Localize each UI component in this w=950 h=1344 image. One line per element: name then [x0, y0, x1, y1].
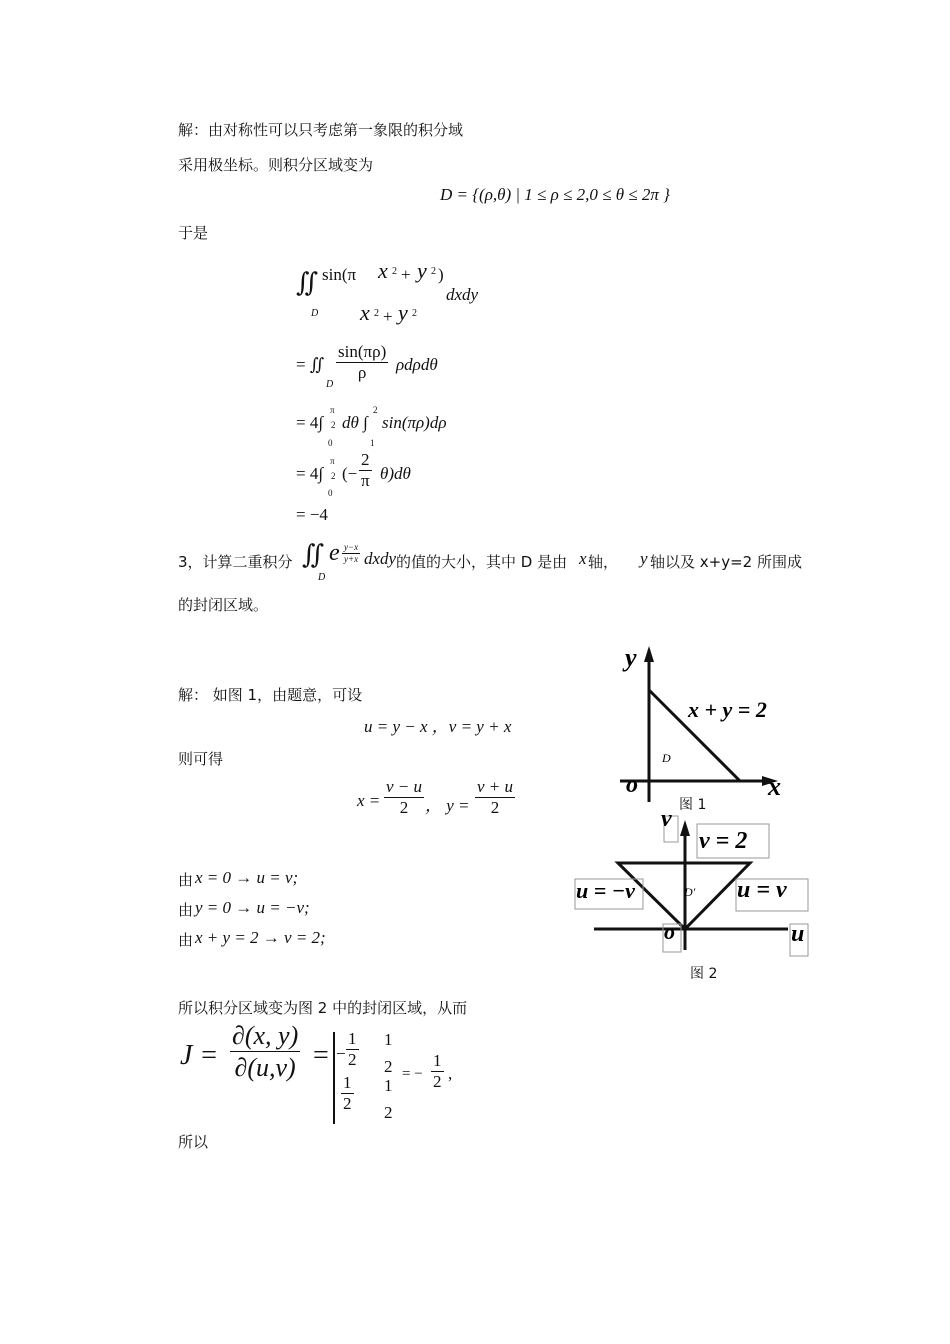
m11-denominator: 2 [348, 1049, 357, 1069]
map2-prefix: 由 [178, 901, 194, 919]
step1-fraction [336, 343, 388, 383]
solution-intro-line: 解：由对称性可以只考虑第一象限的积分域 [178, 121, 464, 139]
y-numerator: v + u [477, 777, 514, 796]
figure1-origin-label: o [626, 772, 638, 798]
denominator-y-exponent: 2 [412, 308, 417, 319]
solution3-transform-line: 所以积分区域变为图 2 中的封闭区域，从而 [178, 999, 468, 1017]
step2-tail: sin(πρ)dρ [382, 413, 447, 432]
map1-prefix: 由 [178, 871, 194, 889]
step4-result: = −4 [296, 505, 328, 524]
step1-tail: ρdρdθ [396, 355, 438, 374]
step2-lower-1: 1 [370, 438, 375, 448]
m21-numerator: 1 [343, 1073, 352, 1092]
problem3-exp-numerator: y−x [344, 542, 359, 552]
step2-upper-pi: π [330, 405, 335, 415]
step3-upper-2: 2 [331, 471, 336, 481]
step3-open: (− [342, 464, 358, 483]
problem3-exp-denominator: y+x [344, 553, 359, 564]
figure2-v-arrow-icon [680, 820, 690, 836]
result-denominator: 2 [433, 1071, 442, 1091]
figure1-caption: 图 1 [679, 797, 707, 813]
figure2-u-label: u [791, 921, 805, 947]
figure2-caption: 图 2 [690, 966, 718, 982]
jacobian-J: J = [180, 1040, 219, 1071]
map3-formula: x + y = 2 → v = 2; [195, 928, 326, 947]
step2-upper-2b: 2 [373, 405, 378, 415]
problem3-dxdy: dxdy [364, 549, 397, 568]
integrand-numerator-sin: sin(π [322, 265, 357, 284]
problem3-mid1: 的值的大小，其中 D 是由 [396, 553, 568, 571]
denominator-x-exponent: 2 [374, 308, 379, 319]
m12-denominator: 2 [384, 1057, 393, 1076]
x-equals: x = [357, 791, 381, 810]
region-subscript: D [311, 308, 319, 319]
problem3-prefix: 3，计算二重积分 [178, 553, 293, 571]
domain-formula: D = {(ρ,θ) | 1 ≤ ρ ≤ 2,0 ≤ θ ≤ 2π } [440, 185, 670, 204]
problem3-y-axis: y [640, 549, 648, 568]
jacobian-result-comma: , [448, 1064, 453, 1083]
problem3-line2: 的封闭区域。 [178, 596, 269, 614]
figure2-left-label: u = −v [576, 878, 635, 903]
m11-numerator: 1 [348, 1029, 357, 1048]
figure1-y-label: y [625, 643, 637, 672]
substitution-formula: u = y − x ，v = y + x [364, 717, 512, 736]
step2-lower-0: 0 [328, 438, 333, 448]
step2-mid: dθ ∫ [342, 413, 368, 432]
double-integral-sign: ∬ [296, 268, 319, 297]
therefore-line: 于是 [178, 224, 209, 242]
numerator-x: x [378, 258, 388, 283]
solution3-then: 则可得 [178, 750, 224, 768]
solution3-intro: 解： 如图 1，由题意，可设 [178, 686, 363, 704]
y-denominator: 2 [490, 797, 500, 817]
jacobian-result-fraction [431, 1052, 444, 1092]
numerator-x-exponent: 2 [392, 266, 397, 277]
figure2-origin-label: o [664, 919, 675, 944]
y-equals: ， y = [425, 796, 470, 815]
figure1-line-label: x + y = 2 [688, 697, 767, 722]
x-denominator: 2 [399, 797, 409, 817]
step3-upper-pi: π [330, 456, 335, 466]
figure1-x-label: x [768, 772, 781, 801]
step3-lower-0: 0 [328, 488, 333, 498]
step2-upper-2: 2 [331, 420, 336, 430]
determinant-bar [333, 1032, 335, 1124]
denominator-y: y [398, 300, 408, 325]
jacobian-fraction [230, 1022, 300, 1083]
figure2-v-label: v [661, 806, 672, 832]
problem3-double-integral: ∬ [302, 540, 325, 569]
polar-coordinates-line: 采用极坐标。则积分区域变为 [178, 156, 374, 174]
figure1-diagram [600, 640, 820, 820]
numerator-y-exponent: 2 [431, 266, 436, 277]
x-numerator: v − u [386, 777, 423, 796]
result-numerator: 1 [433, 1051, 442, 1070]
denominator-x: x [360, 300, 370, 325]
problem3-exp-e: e [329, 540, 340, 566]
step1-prefix: = ∬ [296, 355, 325, 374]
step1-denominator: ρ [357, 362, 367, 382]
map3-prefix: 由 [178, 931, 194, 949]
jacobian-result-prefix: = − [402, 1066, 423, 1082]
numerator-close-paren: ) [438, 265, 444, 284]
step1-numerator: sin(πρ) [338, 342, 387, 361]
step2-prefix: = 4∫ [296, 413, 323, 432]
problem3-exponent-fraction [342, 543, 360, 565]
x-fraction [384, 778, 424, 818]
problem3-mid3: 轴以及 x+y=2 所围成 [650, 553, 802, 571]
denominator-plus: + [383, 307, 393, 326]
step3-tail: θ)dθ [380, 464, 411, 483]
m21 [341, 1074, 354, 1114]
figure2-top-label: v = 2 [699, 828, 748, 854]
figure2-right-label: u = v [737, 877, 787, 903]
numerator-y: y [417, 258, 427, 283]
m11 [346, 1030, 359, 1070]
problem3-x-axis: x [579, 549, 587, 568]
m22-numerator: 1 [384, 1076, 393, 1095]
m22-denominator: 2 [384, 1103, 393, 1122]
figure2-region-label: D′ [684, 885, 696, 899]
map2-formula: y = 0 → u = −v; [195, 898, 310, 917]
jacobian-equals: = [313, 1040, 329, 1071]
m21-denominator: 2 [343, 1093, 352, 1113]
jacobian-denominator: ∂(u,v) [234, 1052, 296, 1082]
dxdy-label: dxdy [446, 285, 479, 304]
figure1-region-label: D [662, 751, 671, 765]
problem3-region-subscript: D [318, 572, 326, 583]
m12-numerator: 1 [384, 1030, 393, 1049]
figure2-diagram [570, 800, 820, 960]
therefore-final: 所以 [178, 1133, 209, 1151]
step3-numerator: 2 [359, 451, 372, 471]
y-fraction [475, 778, 515, 818]
figure1-y-arrow-icon [644, 646, 654, 662]
jacobian-numerator: ∂(x, y) [232, 1021, 299, 1050]
step3-denominator: π [361, 470, 370, 490]
map1-formula: x = 0 → u = v; [195, 868, 299, 887]
problem3-mid2: 轴， [588, 553, 619, 571]
m11-sign: − [336, 1044, 346, 1063]
step3-fraction [359, 451, 372, 491]
numerator-plus: + [401, 265, 411, 284]
step1-region-subscript: D [326, 379, 334, 390]
step3-prefix: = 4∫ [296, 464, 323, 483]
